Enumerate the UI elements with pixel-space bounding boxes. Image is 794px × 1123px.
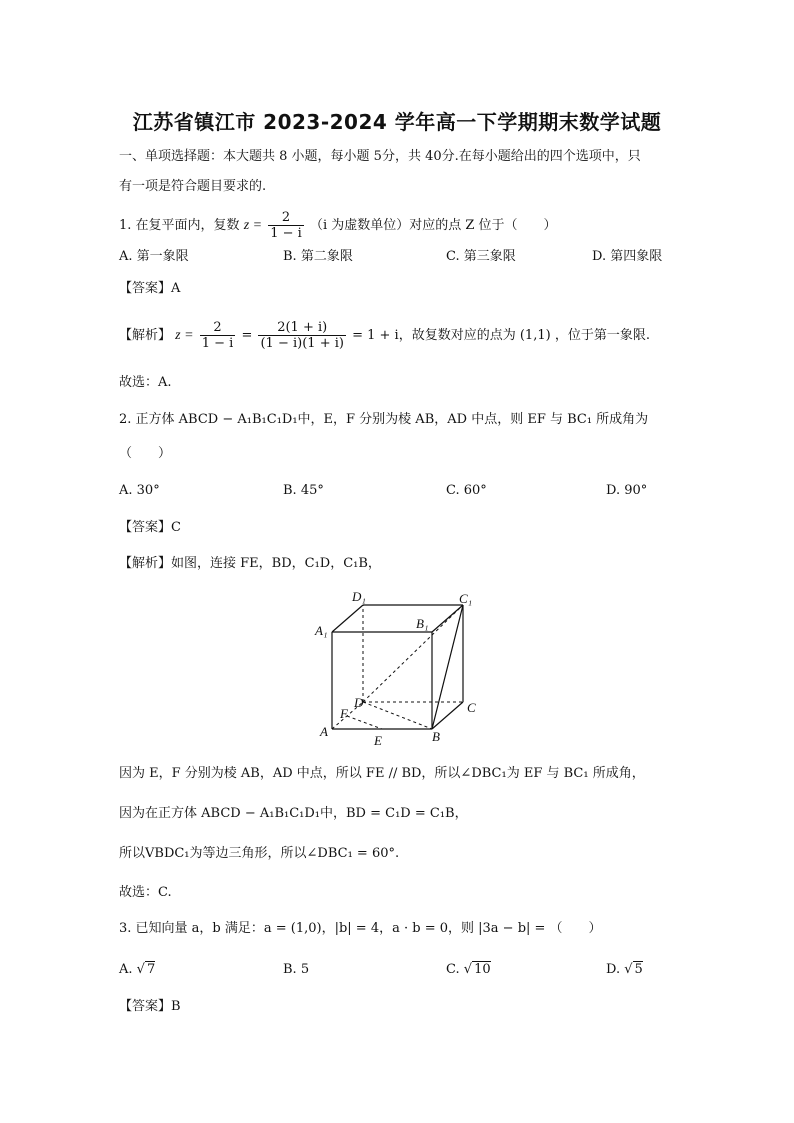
q1-option-b: B. 第二象限 (283, 249, 353, 264)
q2-analysis-line-3: 因为在正方体 ABCD − A₁B₁C₁D₁中，BD = C₁D = C₁B， (119, 806, 468, 821)
q3-option-a-prefix: A. (119, 962, 133, 977)
q2-analysis-line-4: 所以VBDC₁为等边三角形，所以∠DBC₁ = 60°. (119, 846, 400, 861)
q1-conclusion: 故选：A. (119, 375, 172, 390)
label-e: E (374, 733, 382, 748)
q2-analysis-line-1: 【解析】如图，连接 FE，BD，C₁D，C₁B， (119, 556, 381, 571)
q2-option-c: C. 60° (446, 483, 487, 498)
q1-fraction (268, 210, 304, 241)
label-a: A (320, 724, 328, 739)
hidden-segment-d-b (363, 702, 432, 729)
question-3-stem: 3. 已知向量 a，b 满足：a = (1,0)，|b| = 4，a · b = 0，则 |3a − b| = （ ） (119, 921, 602, 936)
label-b1: B₁ (416, 616, 429, 631)
label-d: D (354, 695, 364, 710)
q1-option-a: A. 第一象限 (119, 249, 189, 264)
q1-z-eq: z = (243, 218, 263, 233)
label-c1: C₁ (459, 591, 473, 606)
q1-f2-num: 2(1 + i) (258, 320, 345, 336)
q3-option-d-radicand: 5 (634, 962, 643, 977)
question-1-stem (119, 210, 557, 241)
q1-f2-den: (1 − i)(1 + i) (260, 336, 344, 351)
q1-option-c: C. 第三象限 (446, 249, 516, 264)
question-2-stem-line-2: （ ） (119, 446, 172, 461)
q3-option-d-prefix: D. (606, 962, 621, 977)
q2-option-a: A. 30° (119, 483, 160, 498)
q1-f1-num: 2 (200, 320, 236, 336)
page-title: 江苏省镇江市 2023-2024 学年高一下学期期末数学试题 (132, 110, 662, 134)
label-a1: A₁ (315, 623, 328, 638)
q3-option-c-prefix: C. (446, 962, 460, 977)
label-d1: D₁ (352, 589, 366, 604)
q1-prefix: 1. 在复平面内，复数 (119, 218, 240, 233)
q1-analysis-frac-1 (200, 320, 236, 351)
q1-analysis-frac-2 (258, 320, 345, 351)
q1-point: (1,1) (519, 328, 551, 343)
q2-option-d: D. 90° (606, 483, 648, 498)
q1-suffix: （i 为虚数单位）对应的点 Z 位于（ ） (309, 218, 557, 233)
label-c: C (467, 700, 476, 715)
q1-analysis-result: = 1 + i，故复数对应的点为 (352, 328, 516, 343)
section-instruction-line-1: 一、单项选择题：本大题共 8 小题，每小题 5分，共 40分.在每小题给出的四个选项中，只 (119, 149, 641, 164)
q1-analysis: 【解析】 z = $\frac{2}{1 - i}$ = $\frac{2(1 + i)}{(1 - i)(1 + i)}$ = 1 + i，故复数对应的点为 (1,1) ，位于第一象限. (119, 320, 650, 351)
q3-option-a-radicand: 7 (146, 962, 156, 977)
q1-analysis-end: ，位于第一象限. (554, 328, 650, 343)
q3-option-d (606, 961, 643, 979)
q1-answer: 【答案】A (119, 281, 181, 296)
sqrt-icon: √ (463, 962, 473, 977)
q3-option-a (119, 961, 155, 979)
hidden-segment-d-c1 (363, 605, 463, 702)
q1-f1-den: 1 − i (201, 336, 234, 351)
edge-a1-d1 (332, 605, 363, 632)
cube-figure (310, 585, 490, 750)
sqrt-icon: √ (624, 962, 633, 977)
q1-analysis-label: 【解析】 (119, 328, 172, 343)
q2-conclusion: 故选：C. (119, 885, 172, 900)
edge-b-c (432, 702, 463, 729)
q3-option-c (446, 961, 491, 979)
q3-answer: 【答案】B (119, 999, 181, 1014)
q1-option-d: D. 第四象限 (592, 249, 663, 264)
q1-frac-den: 1 − i (270, 226, 302, 241)
q3-option-b: B. 5 (283, 962, 310, 977)
q2-answer: 【答案】C (119, 520, 181, 535)
q1-frac-num: 2 (268, 210, 304, 226)
label-b: B (432, 729, 440, 744)
q1-analysis-z: z = (175, 328, 194, 343)
q2-option-b: B. 45° (283, 483, 324, 498)
q2-analysis-line-2: 因为 E，F 分别为棱 AB，AD 中点，所以 FE // BD，所以∠DBC₁为 EF 与 BC₁ 所成角， (119, 766, 645, 781)
q3-option-c-radicand: 10 (474, 962, 491, 977)
segment-c1-b (432, 605, 463, 729)
section-instruction-line-2: 有一项是符合题目要求的. (119, 179, 267, 194)
question-2-stem-line-1: 2. 正方体 ABCD − A₁B₁C₁D₁中，E，F 分别为棱 AB，AD 中点，则 EF 与 BC₁ 所成角为 (119, 412, 649, 427)
hidden-segment-f-e (347, 716, 382, 729)
label-f: F (340, 706, 348, 721)
sqrt-icon: √ (136, 962, 145, 977)
